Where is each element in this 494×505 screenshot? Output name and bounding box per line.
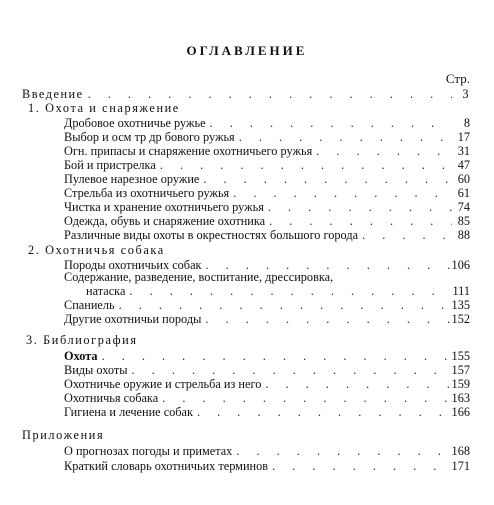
leader-dots: [268, 459, 451, 474]
toc-entry[interactable]: [64, 444, 470, 459]
toc-entry[interactable]: [64, 459, 470, 474]
toc-entry-title: Различные виды охоты в окрестностях большого города: [64, 228, 359, 242]
toc-entry-page: 155: [451, 349, 470, 363]
toc-entry-intro[interactable]: [22, 87, 470, 102]
toc-entry-continuation[interactable]: [86, 284, 470, 299]
leader-dots: [312, 144, 452, 159]
leader-dots: [199, 172, 452, 187]
toc-entry-title: Охотничья собака: [64, 391, 159, 405]
toc-entry[interactable]: [64, 391, 470, 406]
leader-dots: [232, 444, 451, 459]
section-heading-1: 1. Охота и снаряжение: [28, 101, 180, 115]
toc-entry-title: Гигиена и лечение собак: [64, 405, 193, 419]
toc-entry-page: 47: [457, 158, 470, 172]
toc-entry-title: Стрельба из охотничьего ружья: [64, 186, 230, 200]
toc-entry-title: Дробовое охотничье ружье: [64, 116, 206, 130]
toc-entry-title: Другие охотничьи породы: [64, 312, 202, 326]
toc-entry-page: 74: [457, 200, 470, 214]
toc-entry[interactable]: [64, 363, 470, 378]
toc-entry-page: 163: [451, 391, 470, 405]
leader-dots: [201, 312, 451, 327]
section-heading-3: 3. Библиография: [26, 333, 138, 347]
toc-entry-page: 159: [451, 377, 470, 391]
toc-entry[interactable]: [64, 144, 470, 159]
toc-entry[interactable]: [64, 312, 470, 327]
toc-entry[interactable]: [64, 405, 470, 420]
leader-dots: [206, 116, 452, 131]
toc-entry-title: Выбор и осм тр др бового ружья: [64, 130, 235, 144]
leader-dots: [84, 87, 452, 102]
toc-entry-title: О прогнозах погоды и приметах: [64, 444, 233, 458]
page-title: ОГЛАВЛЕНИЕ: [186, 43, 308, 58]
toc-entry-page: 152: [451, 312, 470, 326]
leader-dots: [98, 349, 452, 364]
section-heading-2: 2. Охотничья собака: [28, 243, 165, 257]
toc-entry-title: Чистка и хранение охотничьего ружья: [64, 200, 264, 214]
toc-entry-title: Введение: [22, 87, 84, 101]
toc-entry[interactable]: [64, 349, 470, 364]
leader-dots: [115, 298, 452, 313]
toc-entry[interactable]: [64, 200, 470, 215]
toc-entry-title: Пулевое нарезное оружие: [64, 172, 200, 186]
toc-entry-page: 111: [452, 284, 470, 298]
toc-entry[interactable]: [64, 228, 470, 243]
section-heading-appendix: Приложения: [22, 428, 105, 442]
toc-entry-page: 106: [451, 258, 470, 272]
toc-entry-page: 31: [457, 144, 470, 158]
toc-entry[interactable]: [64, 186, 470, 201]
toc-entry-title: Охотничье оружие и стрельба из него: [64, 377, 262, 391]
toc-entry[interactable]: [64, 172, 470, 187]
leader-dots: [264, 200, 452, 215]
toc-entry[interactable]: [64, 116, 470, 131]
leader-dots: [229, 186, 452, 201]
toc-entry-title: Спаниель: [64, 298, 115, 312]
leader-dots: [265, 214, 452, 229]
leader-dots: [158, 391, 451, 406]
toc-entry-page: 17: [457, 130, 470, 144]
toc-entry-title: Породы охотничьих собак: [64, 258, 202, 272]
toc-entry-page: 166: [451, 405, 470, 419]
leader-dots: [128, 363, 452, 378]
toc-entry-title: Виды охоты: [64, 363, 128, 377]
toc-entry[interactable]: [64, 298, 470, 313]
toc-entry-title: Бой и пристрелка: [64, 158, 156, 172]
toc-entry-page: 8: [463, 116, 470, 130]
toc-entry[interactable]: [64, 214, 470, 229]
toc-entry-page: 3: [462, 87, 470, 101]
leader-dots: [125, 284, 452, 299]
toc-entry-title-line1[interactable]: Содержание, разведение, воспитание, дрессировка,: [64, 270, 334, 284]
toc-entry[interactable]: [64, 377, 470, 392]
page-column-label: Стр.: [445, 71, 470, 86]
toc-entry[interactable]: [64, 158, 470, 173]
toc-entry-title: Огн. припасы и снаряжение охотничьего ружья: [64, 144, 313, 158]
toc-entry-title: Краткий словарь охотничьих терминов: [64, 459, 269, 473]
toc-entry-page: 157: [451, 363, 470, 377]
toc-entry-title: Одежда, обувь и снаряжение охотника: [64, 214, 266, 228]
leader-dots: [235, 130, 452, 145]
toc-entry-page: 85: [457, 214, 470, 228]
leader-dots: [261, 377, 451, 392]
toc-entry[interactable]: [64, 130, 470, 145]
toc-entry-page: 88: [457, 228, 470, 242]
toc-entry-title: натаска: [86, 284, 126, 298]
toc-entry-page: 168: [451, 444, 470, 458]
toc-entry-page: 60: [457, 172, 470, 186]
leader-dots: [193, 405, 452, 420]
leader-dots: [358, 228, 452, 243]
toc-entry-page: 61: [457, 186, 470, 200]
toc-entry-page: 135: [451, 298, 470, 312]
leader-dots: [156, 158, 452, 173]
toc-entry-page: 171: [451, 459, 470, 473]
toc-entry-title: Охота: [64, 349, 98, 363]
